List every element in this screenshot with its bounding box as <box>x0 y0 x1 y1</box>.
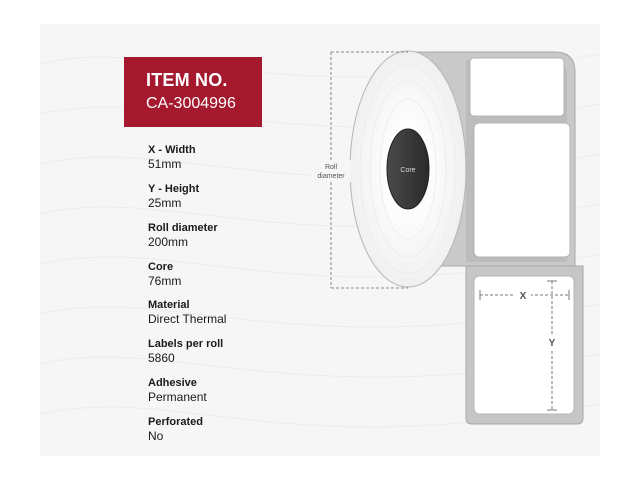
spec-value: Permanent <box>148 390 207 404</box>
spec-value: 76mm <box>148 274 182 288</box>
y-label: Y <box>548 338 556 349</box>
roll-label <box>474 123 570 257</box>
roll-diameter-label-1: Roll <box>324 164 338 171</box>
spec-label: Labels per roll <box>148 338 224 350</box>
spec-value: 200mm <box>148 235 189 249</box>
spec-value: Direct Thermal <box>148 312 227 326</box>
spec-value: 25mm <box>148 196 182 210</box>
spec-label: Perforated <box>148 416 204 428</box>
spec-label: Roll diameter <box>148 222 218 234</box>
roll-face <box>350 51 466 287</box>
spec-value: 5860 <box>148 351 175 365</box>
spec-label: Material <box>148 299 190 311</box>
spec-value: No <box>148 429 164 443</box>
item-number: CA-3004996 <box>146 95 236 112</box>
item-title: ITEM NO. <box>146 70 228 90</box>
x-label: X <box>519 291 527 302</box>
core-label: Core <box>400 167 416 174</box>
roll-diameter-label-2: diameter <box>317 173 345 180</box>
roll-top-label <box>470 58 564 116</box>
spec-label: Core <box>148 261 174 273</box>
spec-label: X - Width <box>148 144 196 156</box>
spec-label: Y - Height <box>148 183 200 195</box>
spec-value: 51mm <box>148 157 182 171</box>
spec-label: Adhesive <box>148 377 197 389</box>
